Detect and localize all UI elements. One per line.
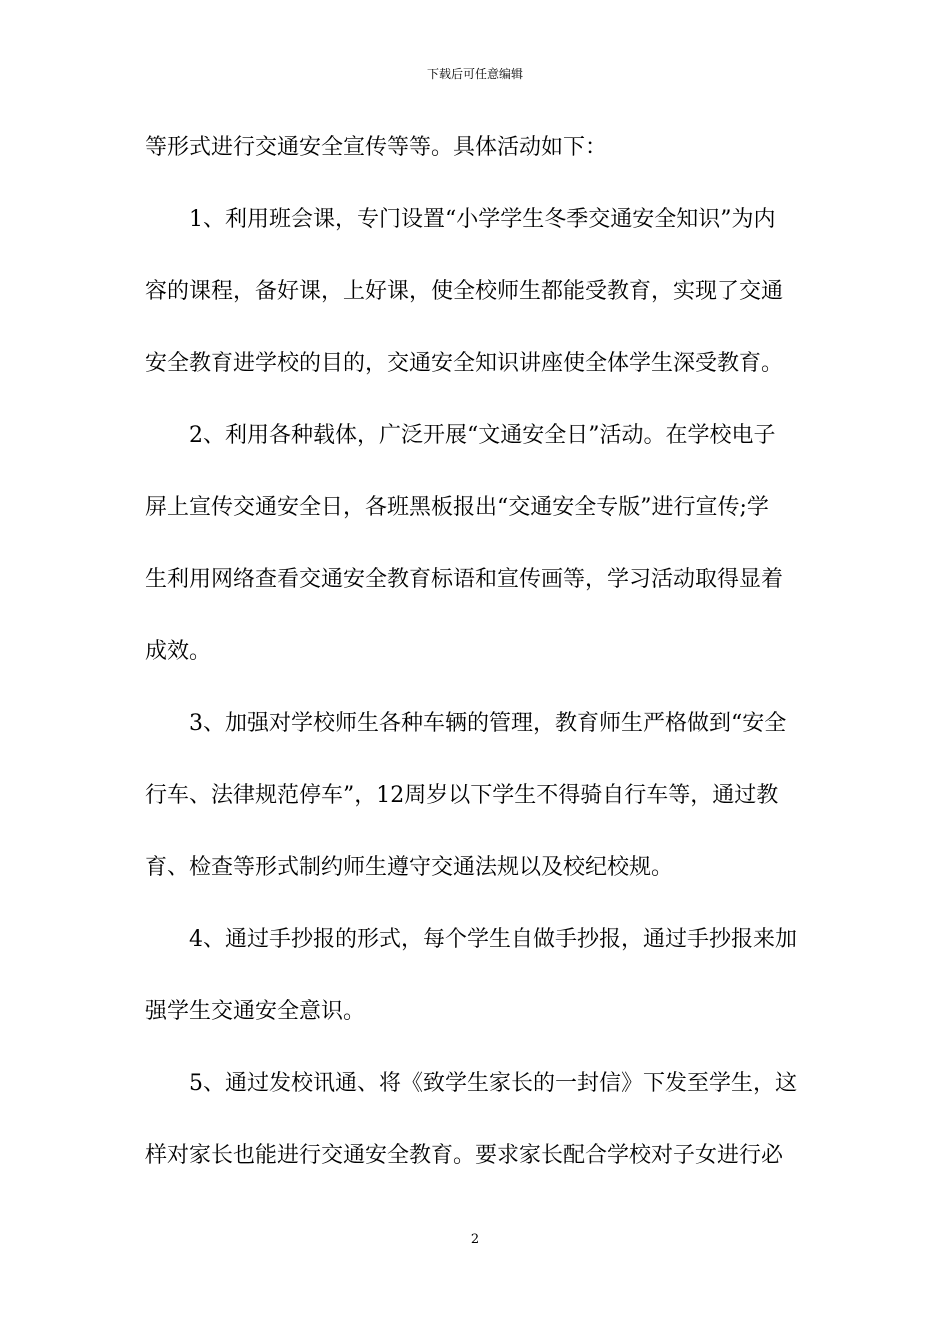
text-line: 等形式进行交通安全宣传等等。具体活动如下：: [145, 135, 608, 160]
text-line: 行车、法律规范停车”，12周岁以下学生不得骑自行车等，通过教: [145, 783, 779, 808]
page-number: 2: [470, 1232, 480, 1247]
text-line: 屏上宣传交通安全日，各班黑板报出“交通安全专版”进行宣传;学: [145, 495, 769, 520]
text-line: 安全教育进学校的目的，交通安全知识讲座使全体学生深受教育。: [145, 351, 784, 376]
text-line: 1、利用班会课，专门设置“小学学生冬季交通安全知识”为内: [189, 207, 776, 232]
text-line: 育、检查等形式制约师生遵守交通法规以及校纪校规。: [145, 855, 674, 880]
text-line: 容的课程，备好课，上好课，使全校师生都能受教育，实现了交通: [145, 279, 784, 304]
text-line: 4、通过手抄报的形式，每个学生自做手抄报，通过手抄报来加: [189, 927, 797, 952]
text-line: 样对家长也能进行交通安全教育。要求家长配合学校对子女进行必: [145, 1143, 784, 1168]
document-body: [145, 122, 805, 1202]
page-header: 下载后可任意编辑: [426, 67, 523, 81]
text-line: 生利用网络查看交通安全教育标语和宣传画等，学习活动取得显着: [145, 567, 784, 592]
text-line: 强学生交通安全意识。: [145, 999, 366, 1024]
text-line: 2、利用各种载体，广泛开展“文通安全日”活动。在学校电子: [189, 423, 776, 448]
text-line: 5、通过发校讯通、将《致学生家长的一封信》下发至学生，这: [189, 1071, 797, 1096]
text-line: 3、加强对学校师生各种车辆的管理，教育师生严格做到“安全: [189, 711, 787, 736]
text-line: 成效。: [145, 639, 212, 664]
